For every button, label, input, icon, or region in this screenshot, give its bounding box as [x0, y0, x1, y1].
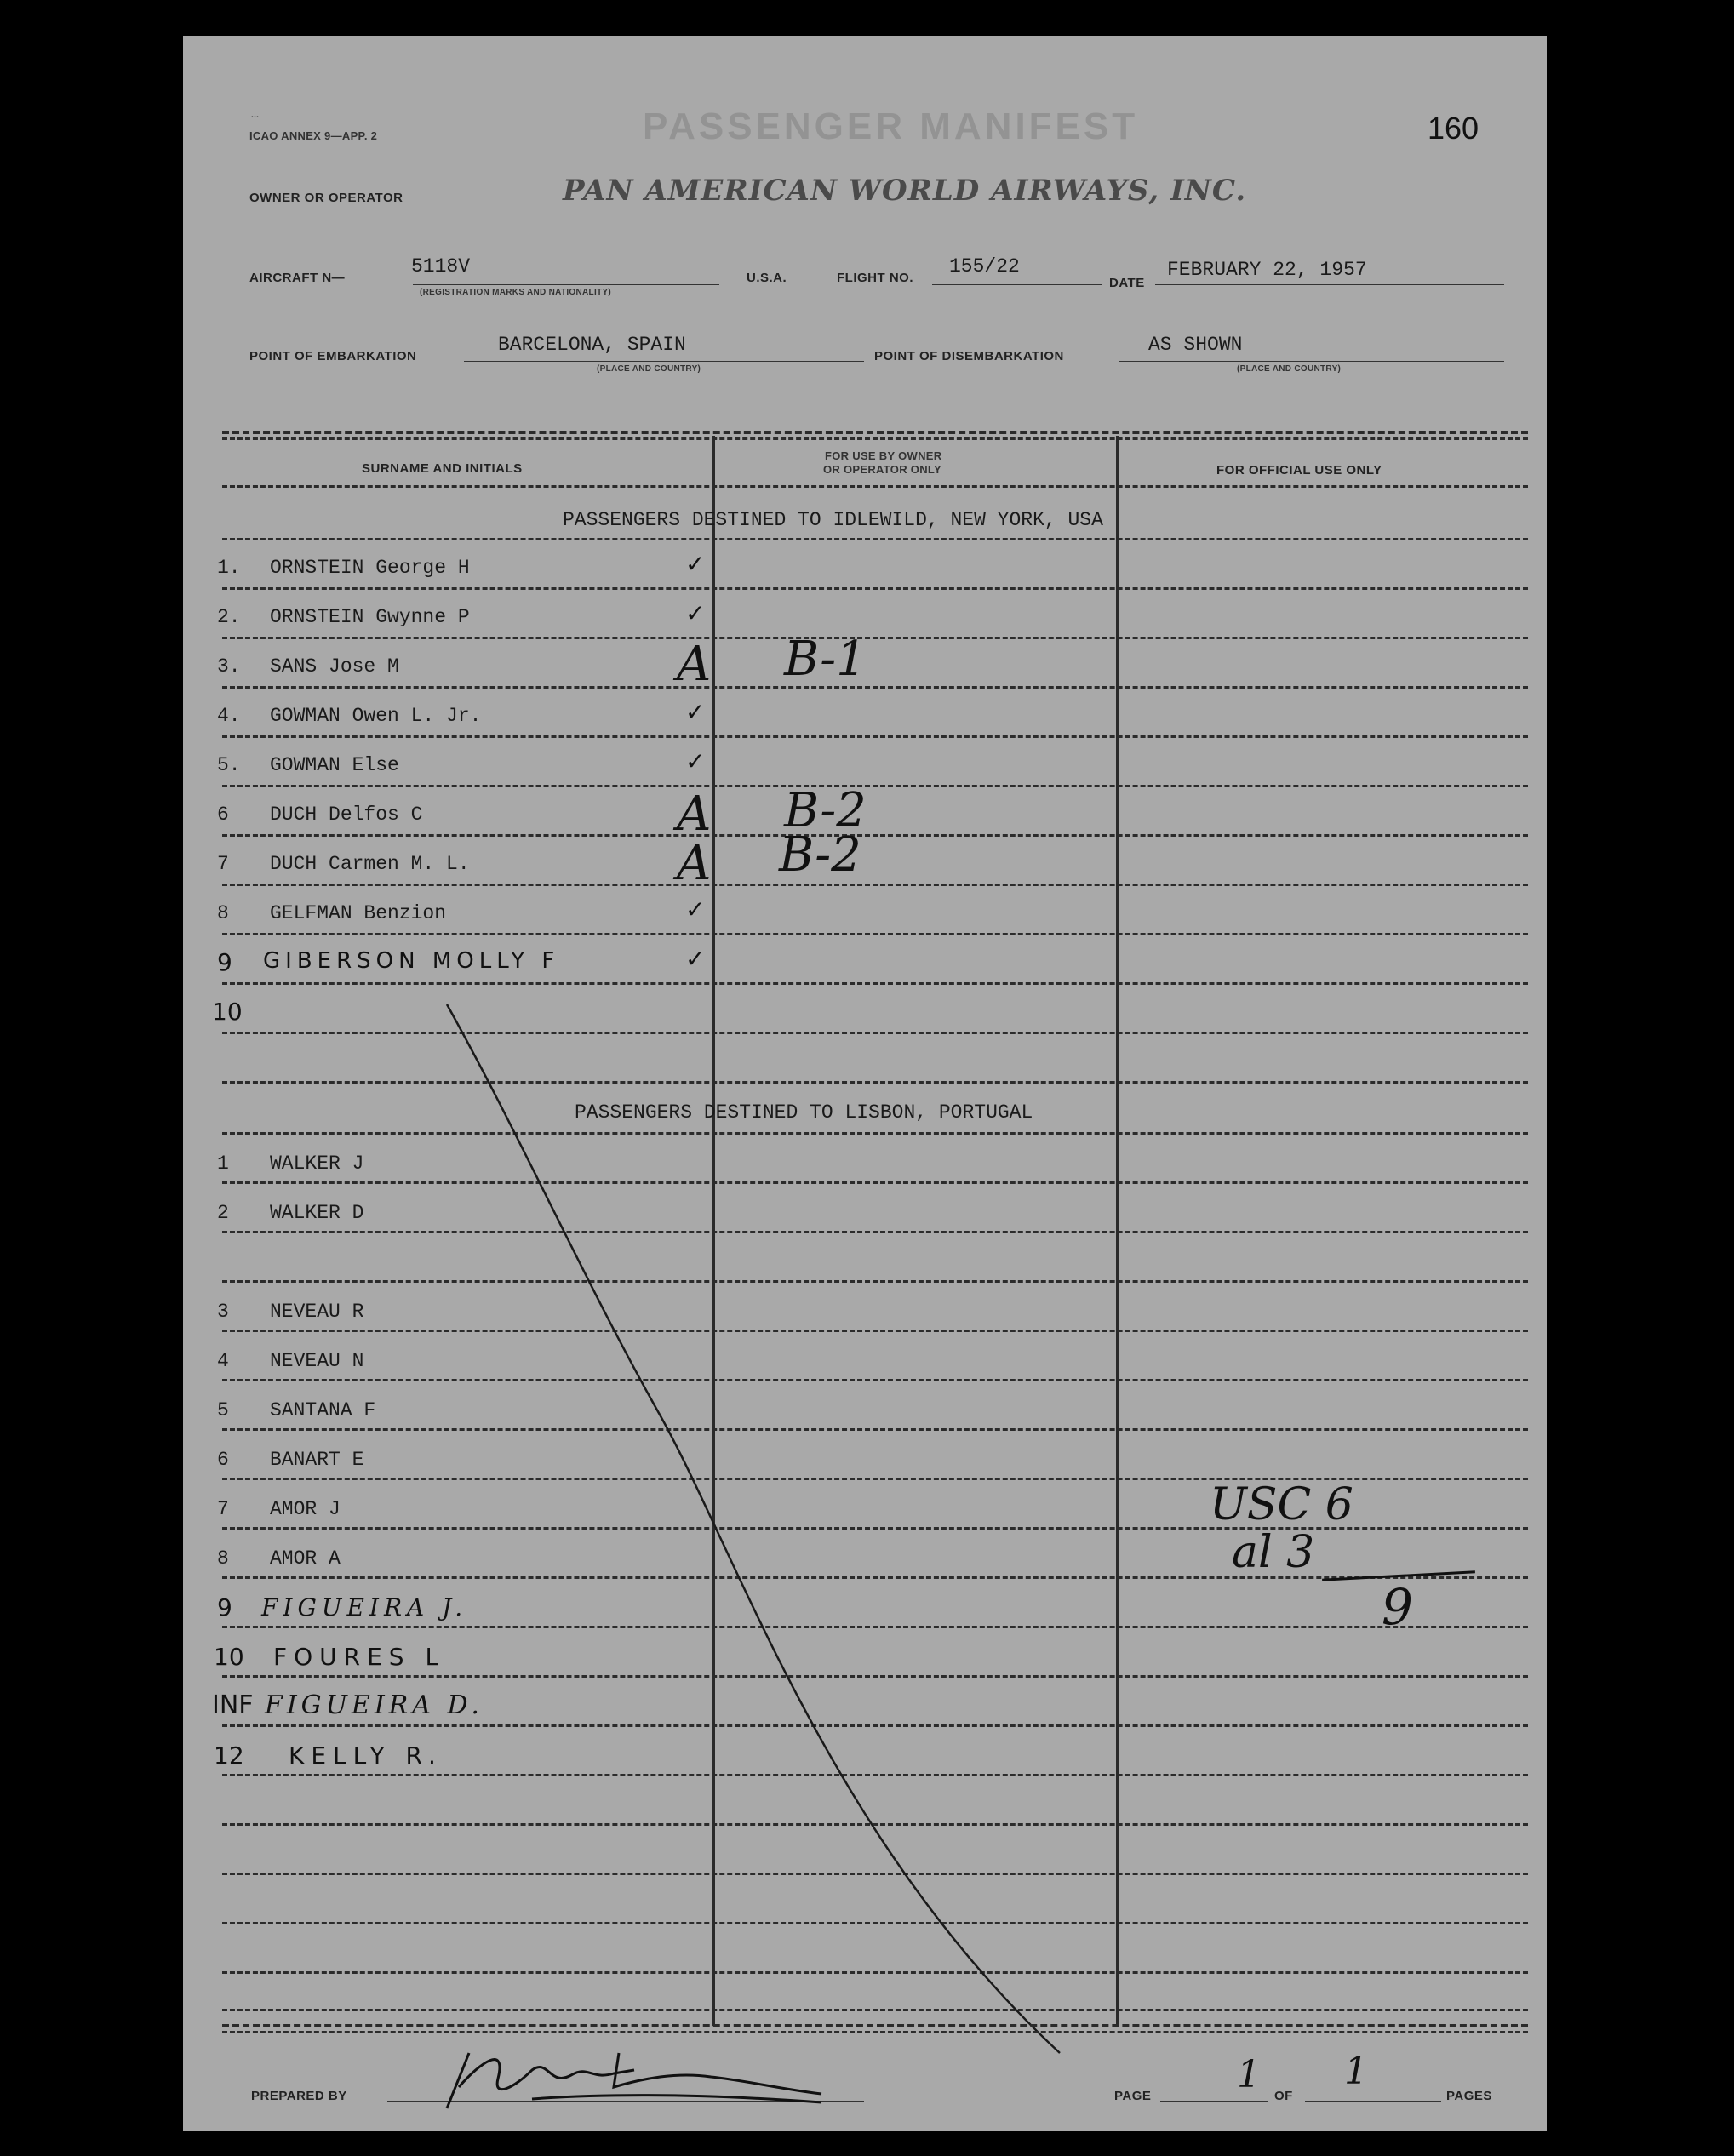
- page-number-stamp: 160: [1428, 111, 1479, 146]
- usa-label: U.S.A.: [747, 271, 787, 285]
- row-num: 6: [217, 803, 229, 826]
- handwritten-note: B-1: [784, 632, 867, 687]
- tally-line-1: USC 6: [1210, 1479, 1353, 1530]
- of-label: OF: [1274, 2089, 1293, 2103]
- check-mark: ✓: [685, 599, 706, 627]
- check-mark: ✓: [685, 747, 706, 775]
- row-num: 1: [217, 1152, 229, 1175]
- check-mark: ✓: [685, 698, 706, 726]
- row-num: 2.: [217, 606, 241, 628]
- page-value: 1: [1237, 2053, 1261, 2096]
- passenger-name: WALKER D: [270, 1202, 364, 1224]
- date-value: FEBRUARY 22, 1957: [1167, 259, 1367, 281]
- page-label: PAGE: [1114, 2089, 1152, 2103]
- disembark-label: POINT OF DISEMBARKATION: [874, 349, 1064, 363]
- passenger-name: AMOR J: [270, 1498, 341, 1520]
- passenger-name: DUCH Carmen M. L.: [270, 853, 470, 875]
- disembark-sub: (PLACE AND COUNTRY): [1237, 364, 1342, 374]
- row-num: 2: [217, 1202, 229, 1224]
- aircraft-sub: (REGISTRATION MARKS AND NATIONALITY): [420, 288, 612, 297]
- pages-label: PAGES: [1446, 2089, 1492, 2103]
- passenger-name: SANTANA F: [270, 1399, 376, 1421]
- passenger-name: WALKER J: [270, 1152, 364, 1175]
- tally-total: 9: [1382, 1578, 1413, 1636]
- row-num: 4: [217, 1350, 229, 1372]
- passenger-name: NEVEAU N: [270, 1350, 364, 1372]
- embark-sub: (PLACE AND COUNTRY): [597, 364, 701, 374]
- passenger-name: GOWMAN Owen L. Jr.: [270, 705, 482, 727]
- row-num: 1.: [217, 557, 241, 579]
- embark-value: BARCELONA, SPAIN: [498, 334, 686, 356]
- of-underline: [1305, 2101, 1441, 2102]
- status-mark: A: [677, 836, 712, 891]
- handwritten-note: B-2: [784, 783, 867, 838]
- owner-value: PAN AMERICAN WORLD AIRWAYS, INC.: [563, 174, 1247, 208]
- aircraft-label: AIRCRAFT N—: [249, 271, 346, 285]
- row-num: 9: [217, 1593, 232, 1621]
- passenger-name: FIGUEIRA J.: [261, 1593, 468, 1621]
- row-num: 12: [214, 1741, 244, 1770]
- passenger-name: SANS Jose M: [270, 655, 399, 678]
- form-ref-line1: ...: [251, 111, 260, 120]
- group-heading-idlewild: PASSENGERS DESTINED TO IDLEWILD, NEW YORK, USA: [563, 509, 1103, 531]
- row-num: INF: [212, 1690, 254, 1720]
- row-num: 7: [217, 853, 229, 875]
- passenger-name: GOWMAN Else: [270, 754, 399, 776]
- of-value: 1: [1344, 2050, 1368, 2093]
- passenger-name: FOURES L: [273, 1643, 446, 1671]
- passenger-name: DUCH Delfos C: [270, 803, 423, 826]
- row-num: 6: [217, 1449, 229, 1471]
- row-num: 3.: [217, 655, 241, 678]
- flight-label: FLIGHT NO.: [837, 271, 913, 285]
- row-num: 7: [217, 1498, 229, 1520]
- aircraft-value: 5118V: [411, 255, 471, 277]
- disembark-value: AS SHOWN: [1148, 334, 1243, 356]
- row-num: 5: [217, 1399, 229, 1421]
- row-num: 3: [217, 1301, 229, 1323]
- passenger-name: ORNSTEIN George H: [270, 557, 470, 579]
- group-heading-lisbon: PASSENGERS DESTINED TO LISBON, PORTUGAL: [575, 1101, 1033, 1124]
- passenger-name: ORNSTEIN Gwynne P: [270, 606, 470, 628]
- manifest-sheet: [183, 36, 1547, 2131]
- check-mark: ✓: [685, 945, 706, 973]
- passenger-name: NEVEAU R: [270, 1301, 364, 1323]
- passenger-name: FIGUEIRA D.: [265, 1690, 484, 1720]
- row-num: 8: [217, 1547, 229, 1570]
- status-mark: A: [677, 637, 712, 692]
- form-title: PASSENGER MANIFEST: [643, 106, 1139, 147]
- col-owner-header-2: OR OPERATOR ONLY: [823, 463, 941, 476]
- col-owner-header-1: FOR USE BY OWNER: [825, 449, 942, 462]
- signature: [421, 2027, 881, 2121]
- row-num: 8: [217, 902, 229, 924]
- row-num: 10: [214, 1643, 244, 1671]
- row-num: 10: [212, 998, 243, 1026]
- flight-value: 155/22: [949, 255, 1020, 277]
- passenger-name: BANART E: [270, 1449, 364, 1471]
- passenger-name: KELLY R.: [289, 1741, 443, 1770]
- check-mark: ✓: [685, 895, 706, 924]
- tally-line-2: al 3: [1232, 1527, 1315, 1578]
- date-label: DATE: [1109, 276, 1145, 290]
- passenger-name: GELFMAN Benzion: [270, 902, 447, 924]
- row-num: 9: [217, 948, 232, 976]
- status-mark: A: [677, 786, 712, 842]
- row-num: 4.: [217, 705, 241, 727]
- owner-label: OWNER OR OPERATOR: [249, 191, 403, 205]
- form-ref-line2: ICAO ANNEX 9—APP. 2: [249, 129, 378, 142]
- page-underline: [1160, 2101, 1268, 2102]
- embark-label: POINT OF EMBARKATION: [249, 349, 417, 363]
- strike-through-line: [183, 36, 1547, 2131]
- col-surname-header: SURNAME AND INITIALS: [362, 461, 523, 476]
- col-official-header: FOR OFFICIAL USE ONLY: [1216, 463, 1382, 478]
- passenger-name: AMOR A: [270, 1547, 341, 1570]
- prepared-by-label: PREPARED BY: [251, 2089, 347, 2103]
- row-num: 5.: [217, 754, 241, 776]
- handwritten-note: B-2: [779, 827, 861, 883]
- check-mark: ✓: [685, 550, 706, 578]
- passenger-name: GIBERSON MOLLY F: [263, 948, 560, 974]
